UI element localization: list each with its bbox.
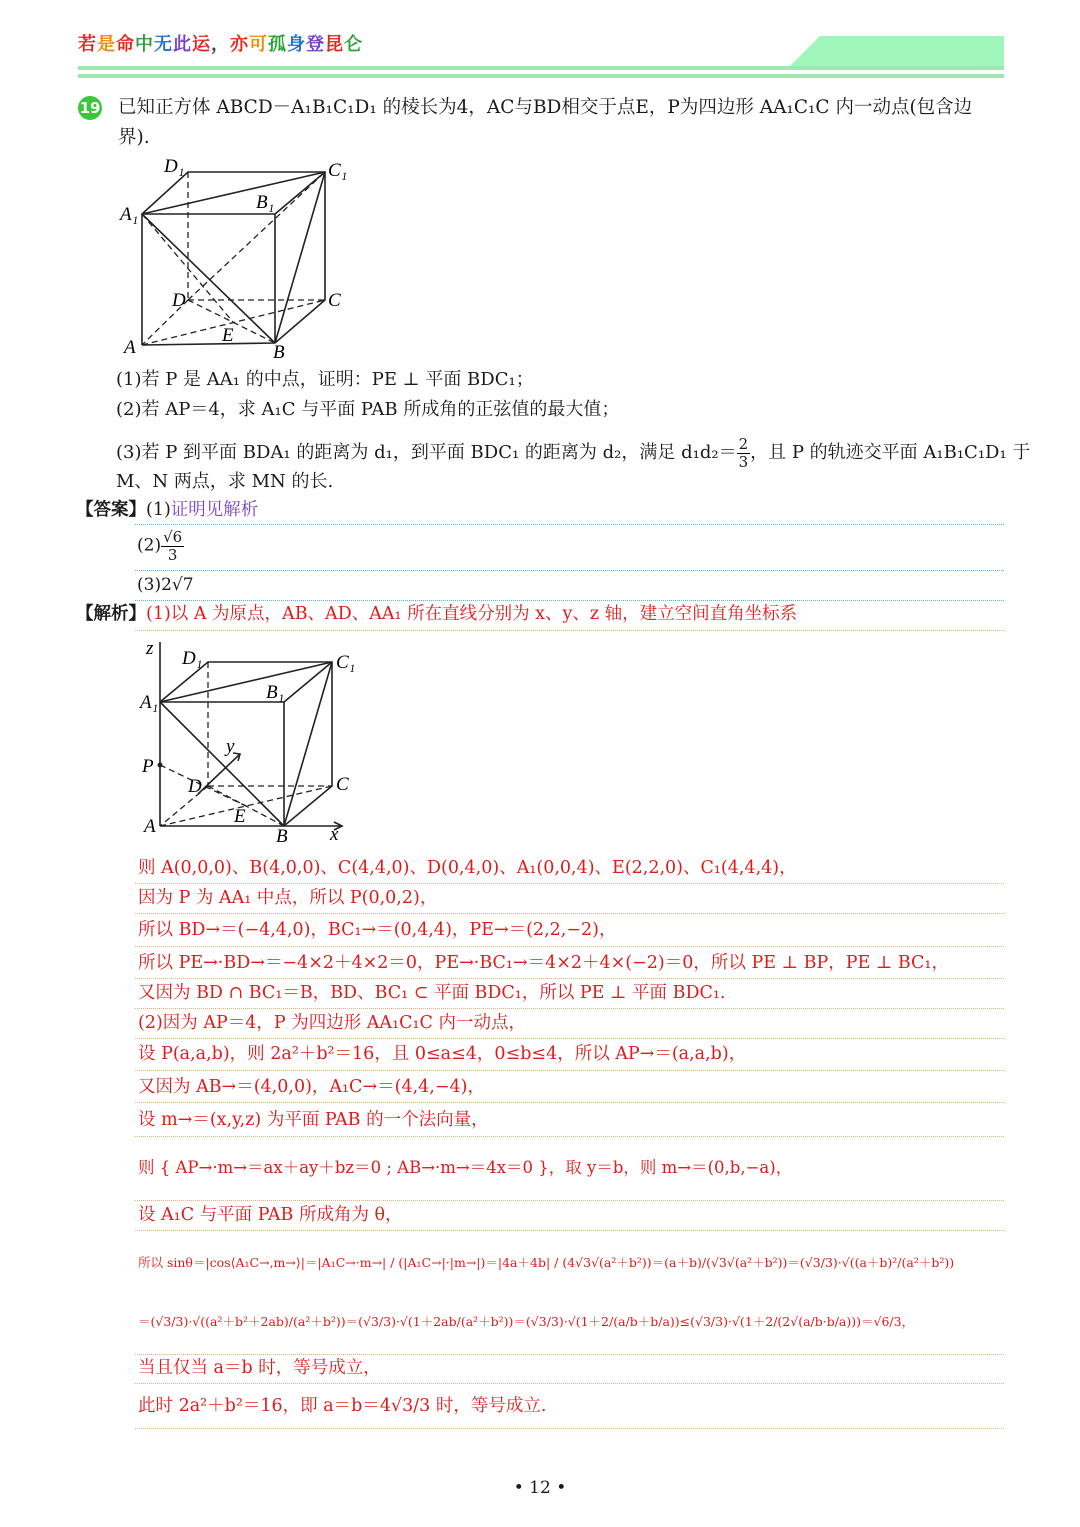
motto-char: 无 <box>154 34 173 55</box>
motto-char: 是 <box>97 34 116 55</box>
divider <box>135 946 1004 947</box>
label-P: P <box>142 756 154 777</box>
label-B1: B₁ <box>256 192 275 213</box>
motto-char: 若 <box>78 34 97 55</box>
divider <box>135 1070 1004 1071</box>
label-D: D <box>172 290 186 311</box>
analysis-line-12: 所以 sinθ＝|cos⟨A₁C→,m→⟩|＝|A₁C→·m→| / (|A₁C→|·|m→|)＝|4a＋4b| / (4√3√(a²＋b²))＝(a＋b)/(√3√(a²＋b²))＝(√3/3)·√((a＋b)²/(a²＋b²)) <box>138 1255 955 1270</box>
divider <box>135 978 1004 979</box>
analysis-label: 【解析】 <box>76 604 146 624</box>
label-A: A <box>124 337 136 358</box>
analysis-line-6: (2)因为 AP＝4，P 为四边形 AA₁C₁C 内一动点， <box>138 1013 526 1033</box>
question-number-badge: 19 <box>78 96 102 120</box>
label-E: E <box>234 806 246 827</box>
divider <box>135 1008 1004 1009</box>
motto-char: ， <box>211 34 230 55</box>
header-divider-2 <box>78 74 1004 78</box>
divider <box>135 883 1004 884</box>
analysis-line-15: 此时 2a²＋b²＝16，即 a＝b＝4√3/3 时，等号成立. <box>138 1396 547 1416</box>
motto-char: 可 <box>249 34 268 55</box>
analysis-line-4: 所以 PE→·BD→＝−4×2＋4×2＝0，PE→·BC₁→＝4×2＋4×(−2)＝0，所以 PE ⊥ BP，PE ⊥ BC₁， <box>138 953 949 973</box>
part-3-cont: M、N 两点，求 MN 的长. <box>116 471 334 492</box>
label-C1: C₁ <box>328 160 348 181</box>
analysis-line-8: 又因为 AB→＝(4,0,0)，A₁C→＝(4,4,−4)， <box>138 1077 485 1097</box>
label-D1: D₁ <box>164 156 185 177</box>
cube-figure-1 <box>110 150 360 365</box>
motto-char: 仑 <box>344 34 363 55</box>
part-3-text-b: ，且 P 的轨迹交平面 A₁B₁C₁D₁ 于 <box>750 442 1031 463</box>
motto-char: 身 <box>287 34 306 55</box>
divider <box>135 600 1004 601</box>
label-D: D <box>188 776 202 797</box>
motto-char: 运 <box>192 34 211 55</box>
question-stem-line2: 界). <box>118 127 150 148</box>
header-tab-decoration <box>790 36 1004 66</box>
label-z: z <box>146 638 154 659</box>
label-y: y <box>226 736 235 757</box>
motto-char: 孤 <box>268 34 287 55</box>
motto-char: 命 <box>116 34 135 55</box>
analysis-line-3: 所以 BD→＝(−4,4,0)，BC₁→＝(0,4,4)，PE→＝(2,2,−2)， <box>138 920 617 940</box>
answer-1: 证明见解析 <box>170 500 259 520</box>
divider <box>135 1230 1004 1231</box>
question-stem-line1: 已知正方体 ABCD－A₁B₁C₁D₁ 的棱长为4，AC与BD相交于点E，P为四边形 AA₁C₁C 内一动点(包含边 <box>118 97 973 118</box>
divider <box>135 1038 1004 1039</box>
label-C: C <box>336 774 349 795</box>
answer-label: 【答案】 <box>76 500 146 520</box>
label-x: x <box>330 824 339 845</box>
label-A: A <box>144 816 156 837</box>
analysis-line-5: 又因为 BD ∩ BC₁＝B，BD、BC₁ ⊂ 平面 BDC₁，所以 PE ⊥ 平面 BDC₁. <box>138 983 726 1003</box>
analysis-line-0: (1)以 A 为原点，AB、AD、AA₁ 所在直线分别为 x、y、z 轴，建立空间直角坐标系 <box>146 604 798 624</box>
label-C: C <box>328 290 341 311</box>
motto-char: 昆 <box>325 34 344 55</box>
analysis-heading <box>76 604 797 625</box>
motto-char: 中 <box>135 34 154 55</box>
analysis-line-10: 则 { AP→·m→＝ax＋ay＋bz＝0 ; AB→·m→＝4x＝0 }，取 y＝b，则 m→＝(0,b,−a)， <box>138 1158 793 1177</box>
label-E: E <box>222 325 234 346</box>
header-divider <box>78 66 1004 70</box>
answer-2: (2) $\frac{√6}{3}$ <box>137 528 183 564</box>
motto-char: 登 <box>306 34 325 55</box>
analysis-line-1: 则 A(0,0,0)、B(4,0,0)、C(4,4,0)、D(0,4,0)、A₁(0,0,4)、E(2,2,0)、C₁(4,4,4)， <box>138 858 797 878</box>
divider <box>135 1136 1004 1137</box>
analysis-line-7: 设 P(a,a,b)，则 2a²＋b²＝16，且 0≤a≤4，0≤b≤4，所以 AP→＝(a,a,b)， <box>138 1044 747 1064</box>
analysis-line-9: 设 m→＝(x,y,z) 为平面 PAB 的一个法向量， <box>138 1110 489 1130</box>
analysis-line-11: 设 A₁C 与平面 PAB 所成角为 θ， <box>138 1205 403 1225</box>
divider <box>135 1102 1004 1103</box>
divider <box>135 1428 1004 1429</box>
analysis-line-13: ＝(√3/3)·√((a²＋b²＋2ab)/(a²＋b²))＝(√3/3)·√(1＋2ab/(a²＋b²))＝(√3/3)·√(1＋2/(a/b＋b/a))≤(√3/3)·√(1＋2/(2√(a/b·b/a)))＝√6/3， <box>138 1314 915 1329</box>
part-3-text-a: (3)若 P 到平面 BDA₁ 的距离为 d₁，到平面 BDC₁ 的距离为 d₂，满足 d₁d₂＝ <box>116 442 737 463</box>
divider <box>135 913 1004 914</box>
motto-char: 亦 <box>230 34 249 55</box>
divider <box>135 570 1004 571</box>
divider <box>135 1354 1004 1355</box>
header-motto <box>78 30 363 56</box>
divider <box>135 1383 1004 1384</box>
analysis-line-14: 当且仅当 a＝b 时，等号成立， <box>138 1358 381 1378</box>
divider <box>135 630 1004 631</box>
label-A1: A₁ <box>120 204 139 225</box>
page-number: • 12 • <box>513 1478 567 1498</box>
label-B1: B₁ <box>266 682 285 703</box>
label-A1: A₁ <box>140 692 159 713</box>
label-C1: C₁ <box>336 652 356 673</box>
part-2: (2)若 AP＝4，求 A₁C 与平面 PAB 所成角的正弦值的最大值； <box>116 399 620 420</box>
label-B: B <box>276 826 288 847</box>
part-1: (1)若 P 是 AA₁ 的中点，证明：PE ⊥ 平面 BDC₁； <box>116 369 534 390</box>
answer-3: (3)2√7 <box>137 575 194 595</box>
label-D1: D₁ <box>182 648 203 669</box>
divider <box>135 524 1004 525</box>
part-3 <box>116 436 1030 470</box>
divider <box>135 1200 1004 1201</box>
motto-char: 此 <box>173 34 192 55</box>
part-3-fraction: $\frac{2}{3}$ <box>738 435 749 471</box>
analysis-line-2: 因为 P 为 AA₁ 中点，所以 P(0,0,2)， <box>138 888 438 908</box>
page-header <box>0 0 1080 90</box>
label-B: B <box>273 342 285 363</box>
cube-figure-2 <box>130 636 370 848</box>
answer-block: 【答案】(1)证明见解析 <box>76 500 259 520</box>
